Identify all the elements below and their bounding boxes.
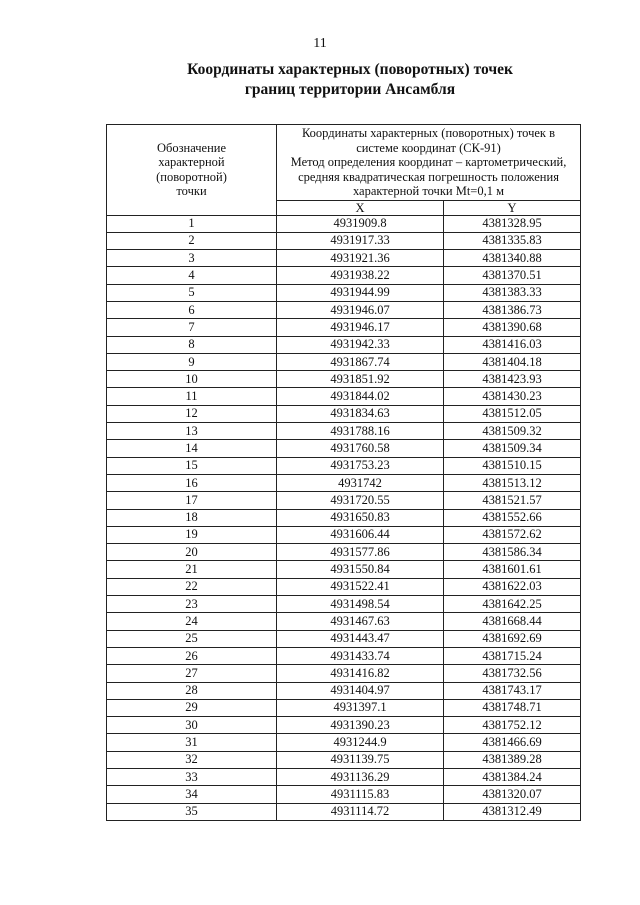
x-coordinate-cell: 4931921.36 — [277, 250, 444, 267]
x-coordinate-cell: 4931416.82 — [277, 665, 444, 682]
x-coordinate-cell: 4931944.99 — [277, 284, 444, 301]
table-row — [107, 769, 581, 786]
point-number-cell: 11 — [107, 388, 277, 405]
y-coordinate-cell: 4381466.69 — [444, 734, 581, 751]
x-coordinate-cell: 4931788.16 — [277, 423, 444, 440]
y-coordinate-cell: 4381512.05 — [444, 405, 581, 422]
table-row — [107, 353, 581, 370]
y-coordinate-cell: 4381752.12 — [444, 717, 581, 734]
x-coordinate-cell: 4931397.1 — [277, 699, 444, 716]
point-number-cell: 18 — [107, 509, 277, 526]
y-coordinate-cell: 4381404.18 — [444, 353, 581, 370]
title-line-1: Координаты характерных (поворотных) точек — [187, 61, 513, 78]
x-coordinate-cell: 4931467.63 — [277, 613, 444, 630]
designation-header-line: (поворотной) — [156, 169, 227, 184]
table-row — [107, 526, 581, 543]
x-coordinate-cell: 4931522.41 — [277, 578, 444, 595]
table-row — [107, 250, 581, 267]
point-number-cell: 29 — [107, 699, 277, 716]
x-coordinate-cell: 4931946.07 — [277, 301, 444, 318]
table-row — [107, 336, 581, 353]
x-coordinate-cell: 4931942.33 — [277, 336, 444, 353]
table-row — [107, 751, 581, 768]
y-coordinate-cell: 4381748.71 — [444, 699, 581, 716]
y-coordinate-cell: 4381509.34 — [444, 440, 581, 457]
y-coordinate-cell: 4381642.25 — [444, 596, 581, 613]
point-number-cell: 17 — [107, 492, 277, 509]
x-coordinate-cell: 4931443.47 — [277, 630, 444, 647]
table-row — [107, 665, 581, 682]
coordinates-header-line: системе координат (СК-91) — [356, 140, 501, 155]
point-number-cell: 14 — [107, 440, 277, 457]
x-coordinate-cell: 4931433.74 — [277, 647, 444, 664]
coordinates-header-line: Координаты характерных (поворотных) точек в — [301, 126, 556, 140]
point-number-cell: 24 — [107, 613, 277, 630]
y-coordinate-cell: 4381335.83 — [444, 232, 581, 249]
y-coordinate-cell: 4381552.66 — [444, 509, 581, 526]
y-coordinate-cell: 4381312.49 — [444, 803, 581, 820]
table-row — [107, 786, 581, 803]
designation-header-line: точки — [176, 184, 207, 199]
x-coordinate-cell: 4931834.63 — [277, 405, 444, 422]
table-row — [107, 578, 581, 595]
point-number-cell: 22 — [107, 578, 277, 595]
x-coordinate-cell: 4931577.86 — [277, 544, 444, 561]
x-coordinate-cell: 4931917.33 — [277, 232, 444, 249]
x-coordinate-cell: 4931938.22 — [277, 267, 444, 284]
point-number-cell: 5 — [107, 284, 277, 301]
table-row — [107, 613, 581, 630]
y-coordinate-cell: 4381328.95 — [444, 215, 581, 232]
point-number-cell: 20 — [107, 544, 277, 561]
y-coordinate-cell: 4381340.88 — [444, 250, 581, 267]
x-coordinate-cell: 4931114.72 — [277, 803, 444, 820]
table-row — [107, 474, 581, 491]
point-number-cell: 8 — [107, 336, 277, 353]
x-coordinate-cell: 4931404.97 — [277, 682, 444, 699]
y-coordinate-cell: 4381513.12 — [444, 474, 581, 491]
point-number-cell: 10 — [107, 371, 277, 388]
point-number-cell: 33 — [107, 769, 277, 786]
y-coordinate-cell: 4381622.03 — [444, 578, 581, 595]
x-coordinate-cell: 4931753.23 — [277, 457, 444, 474]
x-coordinate-cell: 4931139.75 — [277, 751, 444, 768]
point-number-cell: 25 — [107, 630, 277, 647]
page-title — [150, 60, 550, 100]
title-line-2: границ территории Ансамбля — [244, 81, 456, 98]
coordinates-header-line: средняя квадратическая погрешность положения — [298, 169, 559, 184]
y-coordinate-cell: 4381383.33 — [444, 284, 581, 301]
table-row — [107, 215, 581, 232]
table-row — [107, 267, 581, 284]
table-row — [107, 544, 581, 561]
table-row — [107, 509, 581, 526]
x-coordinate-cell: 4931650.83 — [277, 509, 444, 526]
coordinates-header-line: характерной точки Mt=0,1 м — [352, 184, 505, 198]
y-coordinate-cell: 4381510.15 — [444, 457, 581, 474]
point-number-cell: 13 — [107, 423, 277, 440]
table-row — [107, 596, 581, 613]
table-row — [107, 647, 581, 664]
y-coordinate-cell: 4381370.51 — [444, 267, 581, 284]
point-number-cell: 16 — [107, 474, 277, 491]
table-row — [107, 301, 581, 318]
point-number-cell: 23 — [107, 596, 277, 613]
y-column-header: Y — [444, 200, 581, 215]
coordinates-header — [277, 125, 581, 201]
x-coordinate-cell: 4931760.58 — [277, 440, 444, 457]
y-coordinate-cell: 4381416.03 — [444, 336, 581, 353]
point-number-cell: 7 — [107, 319, 277, 336]
table-row — [107, 319, 581, 336]
y-coordinate-cell: 4381389.28 — [444, 751, 581, 768]
point-number-cell: 21 — [107, 561, 277, 578]
point-number-cell: 31 — [107, 734, 277, 751]
table-row — [107, 803, 581, 820]
point-number-cell: 34 — [107, 786, 277, 803]
designation-header — [107, 125, 277, 216]
y-coordinate-cell: 4381586.34 — [444, 544, 581, 561]
designation-header-line: характерной — [158, 155, 225, 170]
point-number-cell: 30 — [107, 717, 277, 734]
y-coordinate-cell: 4381384.24 — [444, 769, 581, 786]
table-row — [107, 284, 581, 301]
table-row — [107, 682, 581, 699]
table-row — [107, 734, 581, 751]
y-coordinate-cell: 4381732.56 — [444, 665, 581, 682]
table-row — [107, 492, 581, 509]
x-coordinate-cell: 4931742 — [277, 474, 444, 491]
y-coordinate-cell: 4381668.44 — [444, 613, 581, 630]
x-coordinate-cell: 4931550.84 — [277, 561, 444, 578]
x-coordinate-cell: 4931946.17 — [277, 319, 444, 336]
y-coordinate-cell: 4381572.62 — [444, 526, 581, 543]
coordinates-table — [106, 124, 581, 821]
table-row — [107, 717, 581, 734]
point-number-cell: 6 — [107, 301, 277, 318]
x-coordinate-cell: 4931844.02 — [277, 388, 444, 405]
table-row — [107, 405, 581, 422]
table-row — [107, 232, 581, 249]
y-coordinate-cell: 4381743.17 — [444, 682, 581, 699]
x-coordinate-cell: 4931606.44 — [277, 526, 444, 543]
y-coordinate-cell: 4381521.57 — [444, 492, 581, 509]
x-coordinate-cell: 4931390.23 — [277, 717, 444, 734]
point-number-cell: 27 — [107, 665, 277, 682]
x-coordinate-cell: 4931867.74 — [277, 353, 444, 370]
x-coordinate-cell: 4931851.92 — [277, 371, 444, 388]
y-coordinate-cell: 4381715.24 — [444, 647, 581, 664]
point-number-cell: 2 — [107, 232, 277, 249]
point-number-cell: 19 — [107, 526, 277, 543]
y-coordinate-cell: 4381390.68 — [444, 319, 581, 336]
table-row — [107, 561, 581, 578]
point-number-cell: 9 — [107, 353, 277, 370]
point-number-cell: 32 — [107, 751, 277, 768]
x-coordinate-cell: 4931115.83 — [277, 786, 444, 803]
y-coordinate-cell: 4381430.23 — [444, 388, 581, 405]
point-number-cell: 28 — [107, 682, 277, 699]
x-coordinate-cell: 4931136.29 — [277, 769, 444, 786]
x-coordinate-cell: 4931498.54 — [277, 596, 444, 613]
coordinates-header-line: Метод определения координат – картометрический, — [290, 155, 567, 169]
point-number-cell: 4 — [107, 267, 277, 284]
table-row — [107, 371, 581, 388]
table-row — [107, 423, 581, 440]
point-number-cell: 3 — [107, 250, 277, 267]
y-coordinate-cell: 4381423.93 — [444, 371, 581, 388]
x-coordinate-cell: 4931909.8 — [277, 215, 444, 232]
point-number-cell: 12 — [107, 405, 277, 422]
point-number-cell: 1 — [107, 215, 277, 232]
y-coordinate-cell: 4381320.07 — [444, 786, 581, 803]
table-row — [107, 440, 581, 457]
y-coordinate-cell: 4381692.69 — [444, 630, 581, 647]
designation-header-line: Обозначение — [156, 140, 227, 155]
y-coordinate-cell: 4381386.73 — [444, 301, 581, 318]
x-coordinate-cell: 4931244.9 — [277, 734, 444, 751]
table-row — [107, 388, 581, 405]
table-body — [107, 215, 581, 820]
table-row — [107, 699, 581, 716]
page-number: 11 — [313, 36, 327, 51]
y-coordinate-cell: 4381509.32 — [444, 423, 581, 440]
x-coordinate-cell: 4931720.55 — [277, 492, 444, 509]
point-number-cell: 35 — [107, 803, 277, 820]
table-row — [107, 630, 581, 647]
point-number-cell: 26 — [107, 647, 277, 664]
table-row — [107, 457, 581, 474]
x-column-header: X — [277, 200, 444, 215]
y-coordinate-cell: 4381601.61 — [444, 561, 581, 578]
point-number-cell: 15 — [107, 457, 277, 474]
